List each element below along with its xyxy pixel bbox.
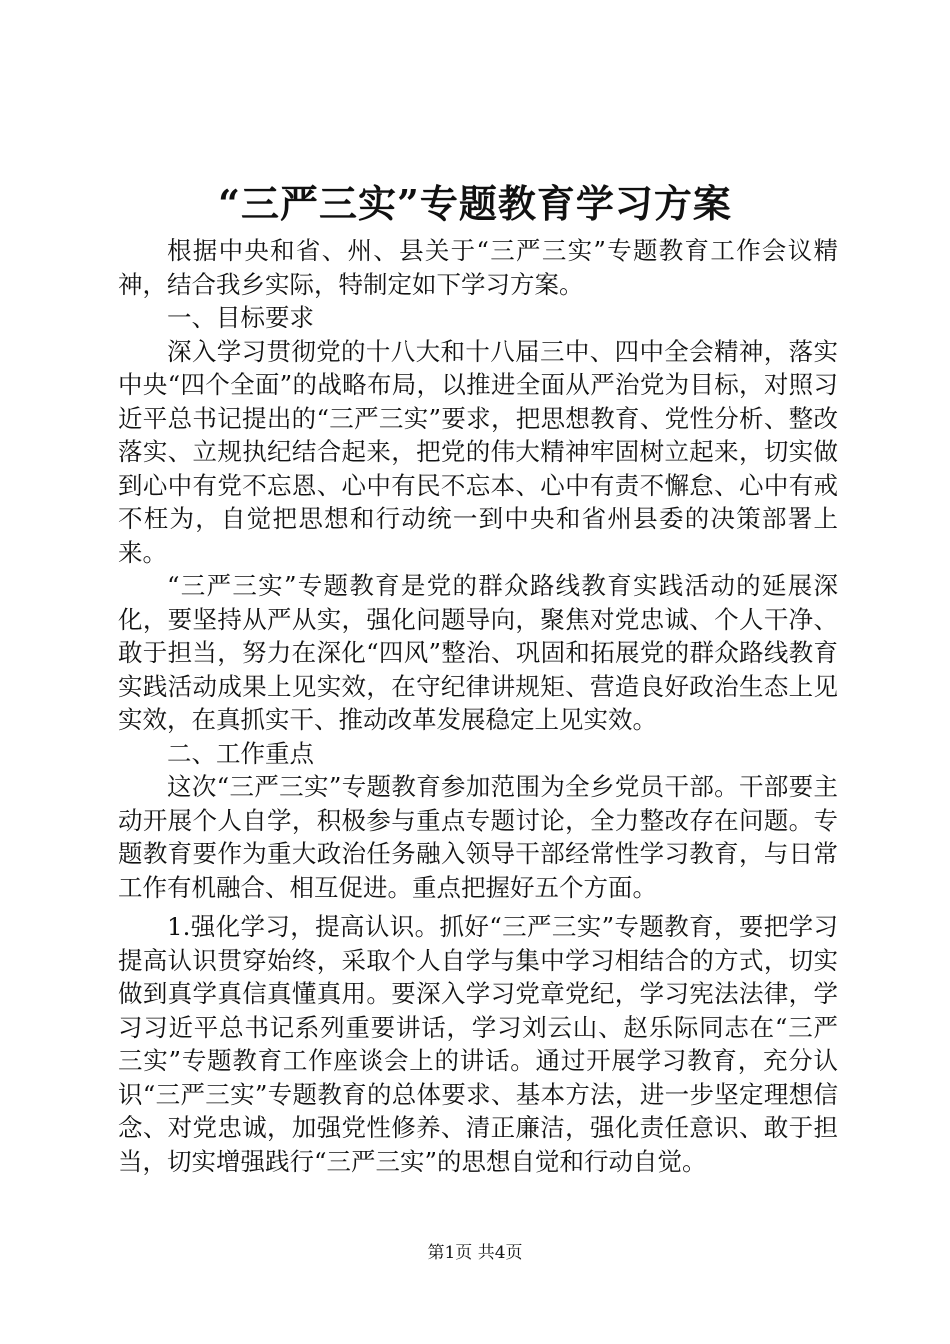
section-heading-goals: 一、目标要求 [167, 303, 314, 332]
document-body [118, 234, 838, 1178]
page-footer: 第1页 共4页 [427, 1243, 523, 1263]
goals-paragraph: 深入学习贯彻党的十八大和十八届三中、四中全会精神，落实中央“四个全面”的战略布局，以推进全面从严治党为目标，对照习近平总书记提出的“三严三实”要求，把思想教育、党性分析、整改落实、立规执纪结合起来，把党的伟大精神牢固树立起来，切实做到心中有党不忘恩、心中有民不忘本、心中有责不懈怠、心中有戒不枉为，自觉把思想和行动统一到中央和省州县委的决策部署上来。 [118, 336, 838, 567]
goals-paragraph-2: “三严三实”专题教育是党的群众路线教育实践活动的延展深化，要坚持从严从实，强化问题导向，聚焦对党忠诚、个人干净、敢于担当，努力在深化“四风”整治、巩固和拓展党的群众路线教育实践活动成果上见实效，在守纪律讲规矩、营造良好政治生态上见实效，在真抓实干、推动改革发展稳定上见实效。 [118, 571, 838, 734]
document-title: “三严三实”专题教育学习方案 [218, 181, 732, 226]
section-heading-focus: 二、工作重点 [167, 738, 314, 768]
intro-paragraph: 根据中央和省、州、县关于“三严三实”专题教育工作会议精神，结合我乡实际，特制定如下学习方案。 [118, 236, 838, 299]
focus-item-1: 1.强化学习，提高认识。抓好“三严三实”专题教育，要把学习提高认识贯穿始终，采取个人自学与集中学习相结合的方式，切实做到真学真信真懂真用。要深入学习党章党纪，学习宪法法律，学习习近平总书记系列重要讲话，学习刘云山、赵乐际同志在“三严三实”专题教育工作座谈会上的讲话。通过开展学习教育，充分认识“三严三实”专题教育的总体要求、基本方法，进一步坚定理想信念、对党忠诚，加强党性修养、清正廉洁，强化责任意识、敢于担当，切实增强践行“三严三实”的思想自觉和行动自觉。 [118, 912, 838, 1176]
focus-paragraph: 这次“三严三实”专题教育参加范围为全乡党员干部。干部要主动开展个人自学，积极参与重点专题讨论，全力整改存在问题。专题教育要作为重大政治任务融入领导干部经常性学习教育，与日常工作有机融合、相互促进。重点把握好五个方面。 [118, 772, 838, 902]
